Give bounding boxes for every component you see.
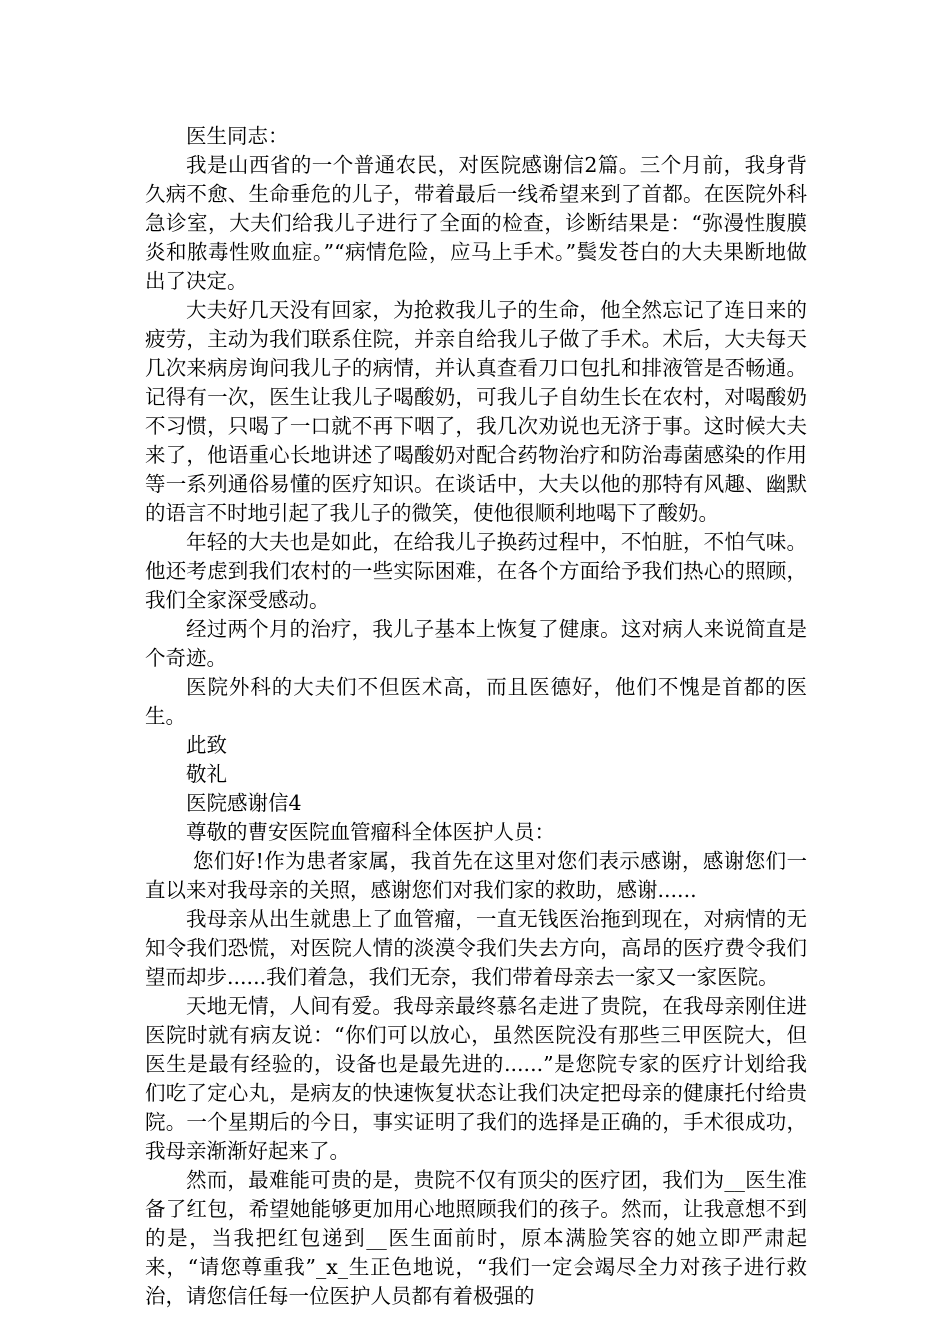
paragraph: 天地无情，人间有爱。我母亲最终慕名走进了贵院，在我母亲刚住进医院时就有病友说：“你们可以放心，虽然医院没有那些三甲医院大，但医生是最有经验的，设备也是最先进的......”是您院专家的医疗计划给我们吃了定心丸，是病友的快速恢复状态让我们决定把母亲的健康托付给贵院。一个星期后的今日，事实证明了我们的选择是正确的，手术很成功，我母亲渐渐好起来了。: [145, 994, 807, 1163]
paragraph: 您们好!作为患者家属，我首先在这里对您们表示感谢，感谢您们一直以来对我母亲的关照，感谢您们对我们家的救助，感谢......: [145, 849, 807, 902]
salutation: 医生同志：: [186, 124, 289, 148]
paragraph: 大夫好几天没有回家，为抢救我儿子的生命，他全然忘记了连日来的疲劳，主动为我们联系住院，并亲自给我儿子做了手术。术后，大夫每天几次来病房询问我儿子的病情，并认真查看刀口包扎和排液管是否畅通。记得有一次，医生让我儿子喝酸奶，可我儿子自幼生长在农村，对喝酸奶不习惯，只喝了一口就不再下咽了，我几次劝说也无济于事。这时候大夫来了，他语重心长地讲述了喝酸奶对配合药物治疗和防治毒菌感染的作用等一系列通俗易懂的医疗知识。在谈话中，大夫以他的那特有风趣、幽默的语言不时地引起了我儿子的微笑，使他很顺利地喝下了酸奶。: [145, 298, 807, 525]
paragraph: 我母亲从出生就患上了血管瘤，一直无钱医治拖到现在，对病情的无知令我们恐慌，对医院人情的淡漠令我们失去方向，高昂的医疗费令我们望而却步......我们着急，我们无奈，我们带着母亲去一家又一家医院。: [145, 907, 807, 989]
closing-line: 此致: [186, 733, 227, 757]
paragraph: 然而，最难能可贵的是，贵院不仅有顶尖的医疗团，我们为__医生准备了红包，希望她能够更加用心地照顾我们的孩子。然而，让我意想不到的是，当我把红包递到__医生面前时，原本满脸笑容的她立即严肃起来，“请您尊重我”_x_生正色地说，“我们一定会竭尽全力对孩子进行救治，请您信任每一位医护人员都有着极强的: [145, 1168, 807, 1308]
salutation: 尊敬的曹安医院血管瘤科全体医护人员：: [186, 820, 555, 844]
section-title: 医院感谢信4: [186, 791, 302, 815]
paragraph: 我是山西省的一个普通农民，对医院感谢信2篇。三个月前，我身背久病不愈、生命垂危的儿子，带着最后一线希望来到了首都。在医院外科急诊室，大夫们给我儿子进行了全面的检查，诊断结果是：“弥漫性腹膜炎和脓毒性败血症。”“病情危险，应马上手术。”鬓发苍白的大夫果断地做出了决定。: [145, 153, 807, 293]
paragraph: 年轻的大夫也是如此，在给我儿子换药过程中，不怕脏，不怕气味。他还考虑到我们农村的一些实际困难，在各个方面给予我们热心的照顾，我们全家深受感动。: [145, 530, 807, 612]
closing-line: 敬礼: [186, 762, 227, 786]
letter-body: [145, 122, 807, 1311]
paragraph: 医院外科的大夫们不但医术高，而且医德好，他们不愧是首都的医生。: [145, 675, 807, 728]
paragraph: 经过两个月的治疗，我儿子基本上恢复了健康。这对病人来说简直是个奇迹。: [145, 617, 807, 670]
